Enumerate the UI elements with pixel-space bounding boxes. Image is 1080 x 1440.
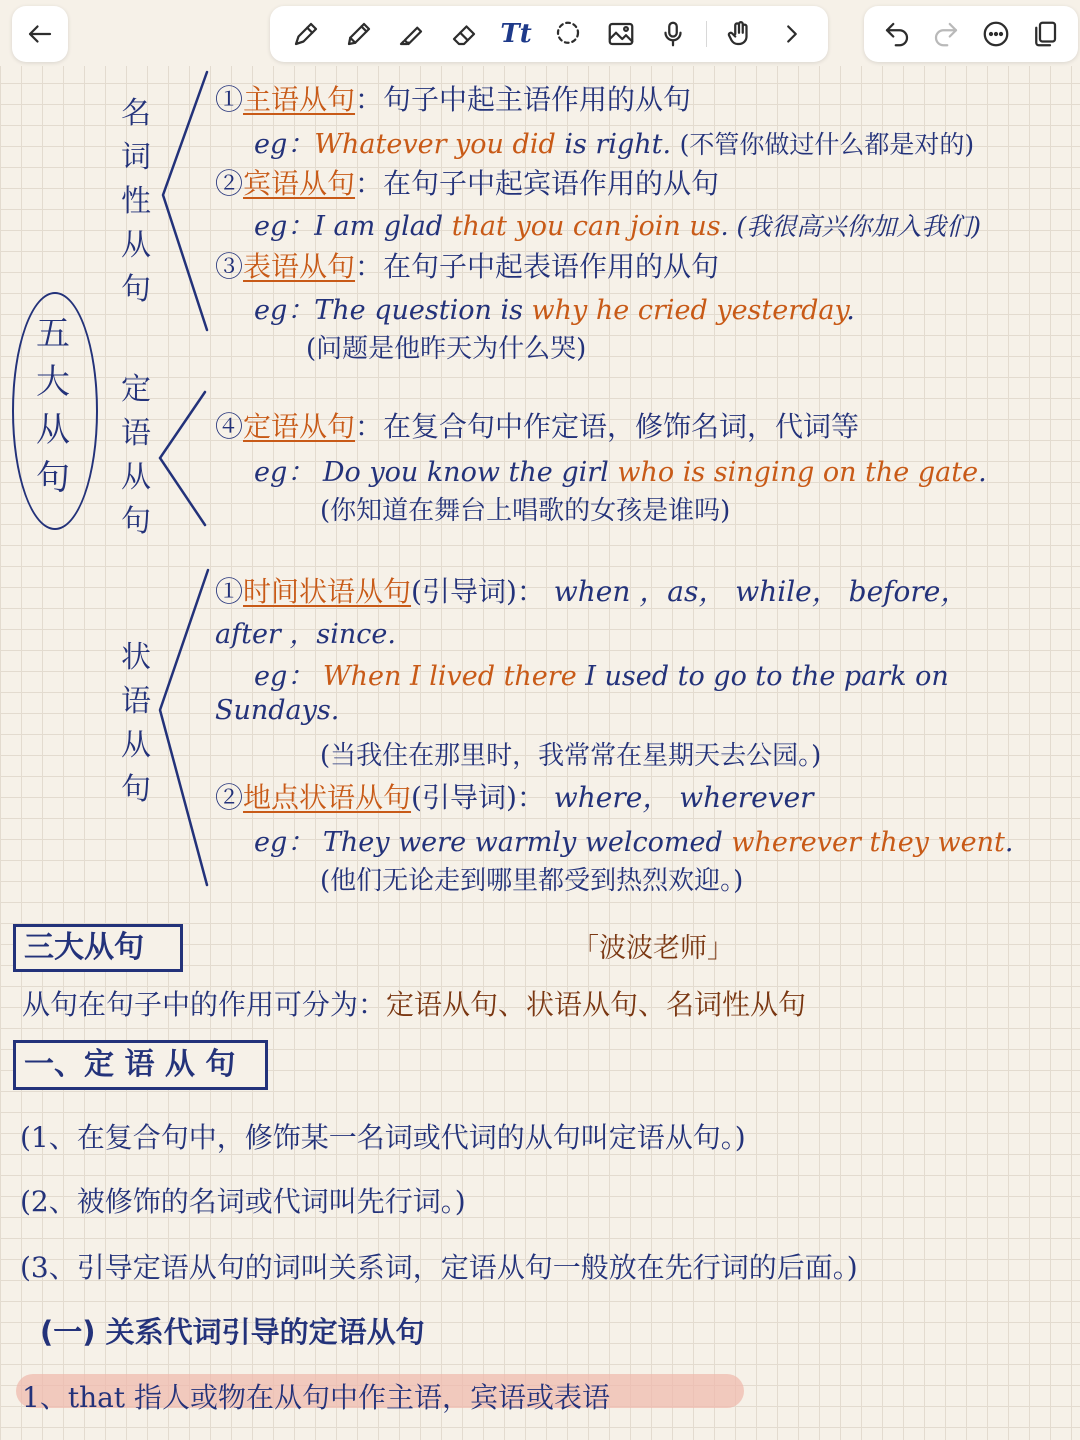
root-label: 五大从句: [36, 314, 70, 498]
attributive-clause-example: [254, 450, 987, 489]
intro-words-label: (引导词)：: [411, 781, 545, 814]
time-clause-words-cont: after ，since.: [215, 619, 396, 650]
predicative-clause-line: [215, 245, 719, 285]
item-number: ②: [215, 781, 244, 814]
example-clause: who is singing on the gate: [617, 457, 979, 488]
text-tool-label: Tt: [500, 19, 532, 49]
subject-clause-example: [254, 122, 974, 161]
example-clause: that you can join us: [451, 211, 721, 242]
intro-words-label: (引导词)：: [411, 575, 545, 608]
item-number: ①: [215, 83, 244, 116]
example-text: I used to go to the park on: [576, 661, 949, 692]
separator: ：: [355, 167, 384, 200]
predicative-clause-desc: 在句子中起表语作用的从句: [383, 250, 720, 283]
example-period: .: [846, 295, 855, 326]
eg-label: eg：: [254, 457, 315, 488]
subsection-title: (一) 关系代词引导的定语从句: [40, 1315, 425, 1349]
example-clause: wherever they went: [731, 827, 1005, 858]
time-clause-example-cont: Sundays.: [215, 695, 340, 726]
separator: ：: [355, 410, 384, 443]
eg-label: eg：: [254, 827, 315, 858]
example-clause: When I lived there: [322, 661, 577, 692]
intro-words: where， wherever: [553, 781, 814, 814]
eg-label: eg：: [254, 661, 315, 692]
example-clause: Whatever you did: [314, 129, 556, 160]
subject-clause-desc: 句子中起主语作用的从句: [383, 83, 692, 116]
object-clause-name: 宾语从句: [243, 167, 356, 200]
section1-title-box: 一、定 语 从 句: [13, 1040, 268, 1090]
time-clause-line: [215, 570, 968, 610]
object-clause-desc: 在句子中起宾语作用的从句: [383, 167, 720, 200]
example-clause: why he cried yesterday: [531, 295, 847, 326]
subject-clause-line: [215, 78, 691, 118]
predicative-clause-name: 表语从句: [243, 250, 356, 283]
point-3: (3、引导定语从句的词叫关系词，定语从句一般放在先行词的后面。): [20, 1251, 858, 1284]
eg-label: eg：: [254, 211, 315, 242]
item-number: ①: [215, 575, 244, 608]
intro-list: 定语从句、状语从句、名词性从句: [386, 988, 807, 1021]
item-number: ③: [215, 250, 244, 283]
time-clause-example: [254, 654, 949, 693]
attr-branch-label: 定语从句: [121, 372, 151, 539]
eg-label: eg：: [254, 129, 315, 160]
predicative-clause-example: [254, 288, 855, 327]
example-text: They were warmly welcomed: [322, 827, 732, 858]
separator: ：: [355, 250, 384, 283]
noun-branch-label: 名词性从句: [121, 96, 151, 307]
subject-clause-name: 主语从句: [243, 83, 356, 116]
example-text: I am glad: [314, 211, 452, 242]
intro-words: when ，as， while， before，: [553, 575, 969, 608]
eg-label: eg：: [254, 295, 315, 326]
section-title-box: 三大从句: [13, 924, 183, 972]
place-clause-name: 地点状语从句: [243, 781, 412, 814]
attributive-clause-name: 定语从句: [243, 410, 356, 443]
time-clause-translation: (当我住在那里时，我常常在星期天去公园。): [320, 741, 822, 771]
attributive-clause-desc: 在复合句中作定语，修饰名词，代词等: [383, 410, 860, 443]
example-period: .: [1004, 827, 1014, 858]
place-clause-example: [254, 820, 1013, 859]
separator: ：: [355, 83, 384, 116]
example-translation: . (我很高兴你加入我们): [720, 212, 982, 241]
intro-label: 从句在句子中的作用可分为：: [22, 988, 387, 1021]
example-text: is right.: [555, 129, 680, 160]
example-text: Do you know the girl: [322, 457, 618, 488]
time-clause-name: 时间状语从句: [243, 575, 412, 608]
attributive-clause-translation: (你知道在舞台上唱歌的女孩是谁吗): [320, 496, 731, 526]
item-number: ④: [215, 410, 244, 443]
example-translation: (不管你做过什么都是对的): [679, 130, 975, 159]
point-2: (2、被修饰的名词或代词叫先行词。): [20, 1185, 466, 1218]
place-clause-translation: (他们无论走到哪里都受到热烈欢迎。): [320, 866, 744, 896]
place-clause-line: [215, 776, 814, 816]
example-period: .: [978, 457, 987, 488]
point-1: (1、在复合句中，修饰某一名词或代词的从句叫定语从句。): [20, 1121, 746, 1154]
item-number: ②: [215, 167, 244, 200]
object-clause-line: [215, 162, 719, 202]
adv-branch-label: 状语从句: [121, 640, 151, 807]
object-clause-example: [254, 204, 981, 243]
predicative-clause-translation: (问题是他昨天为什么哭): [306, 334, 587, 364]
example-text: The question is: [314, 295, 532, 326]
author-tag: 「波波老师」: [572, 933, 734, 964]
highlighted-rule: 1、that 指人或物在从句中作主语，宾语或表语: [22, 1381, 610, 1414]
intro-line: [22, 983, 806, 1023]
attributive-clause-line: [215, 405, 859, 445]
